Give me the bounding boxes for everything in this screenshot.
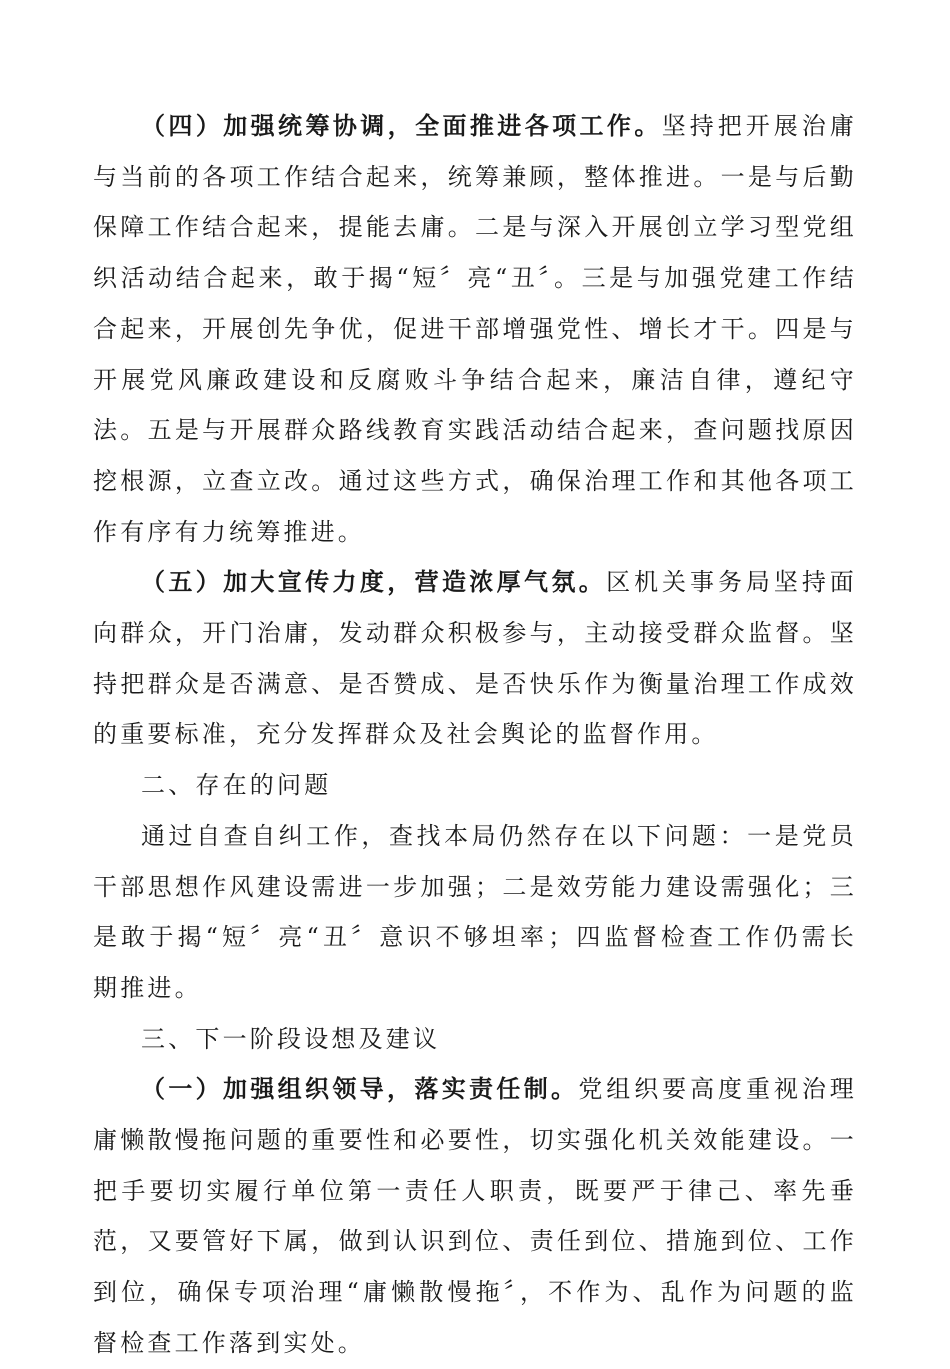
- paragraph-lead: （四）加强统筹协调，全面推进各项工作。: [141, 112, 662, 140]
- paragraph-problems: 通过自查自纠工作，查找本局仍然存在以下问题：一是党员干部思想作风建设需进一步加强；二是效劳能力建设需强化；三是敢于揭“短〞亮“丑〞意识不够坦率；四监督检查工作仍需长期推进。: [93, 821, 857, 1002]
- paragraph-lead: （一）加强组织领导，落实责任制。: [141, 1075, 579, 1104]
- paragraph-body: 区机关事务局坚持面向群众，开门治庸，发动群众积极参与，主动接受群众监督。坚持把群众是否满意、是否赞成、是否快乐作为衡量治理工作成效的重要标准，充分发挥群众及社会舆论的监督作用。: [93, 568, 857, 749]
- paragraph-body: 党组织要高度重视治理庸懒散慢拖问题的重要性和必要性，切实强化机关效能建设。一把手要切实履行单位第一责任人职责，既要严于律己、率先垂范，又要管好下属，做到认识到位、责任到位、措施到位、工作到位，确保专项治理“庸懒散慢拖〞，不作为、乱作为问题的监督检查工作落到实处。: [93, 1075, 857, 1357]
- section-heading-next-steps: 三、下一阶段设想及建议: [141, 1024, 441, 1053]
- paragraph-coordination: [93, 101, 857, 557]
- document-page: [93, 101, 857, 1369]
- paragraph-publicity: [93, 557, 857, 760]
- paragraph-body: 坚持把开展治庸与当前的各项工作结合起来，统筹兼顾，整体推进。一是与后勤保障工作结合起来，提能去庸。二是与深入开展创立学习型党组织活动结合起来，敢于揭“短〞亮“丑〞。三是与加强党建工作结合起来，开展创先争优，促进干部增强党性、增长才干。四是与开展党风廉政建设和反腐败斗争结合起来，廉洁自律，遵纪守法。五是与开展群众路线教育实践活动结合起来，查问题找原因挖根源，立查立改。通过这些方式，确保治理工作和其他各项工作有序有力统筹推进。: [93, 112, 857, 546]
- section-heading-problems: 二、存在的问题: [141, 771, 332, 800]
- paragraph-leadership: [93, 1064, 857, 1368]
- paragraph-lead: （五）加大宣传力度，营造浓厚气氛。: [141, 568, 607, 597]
